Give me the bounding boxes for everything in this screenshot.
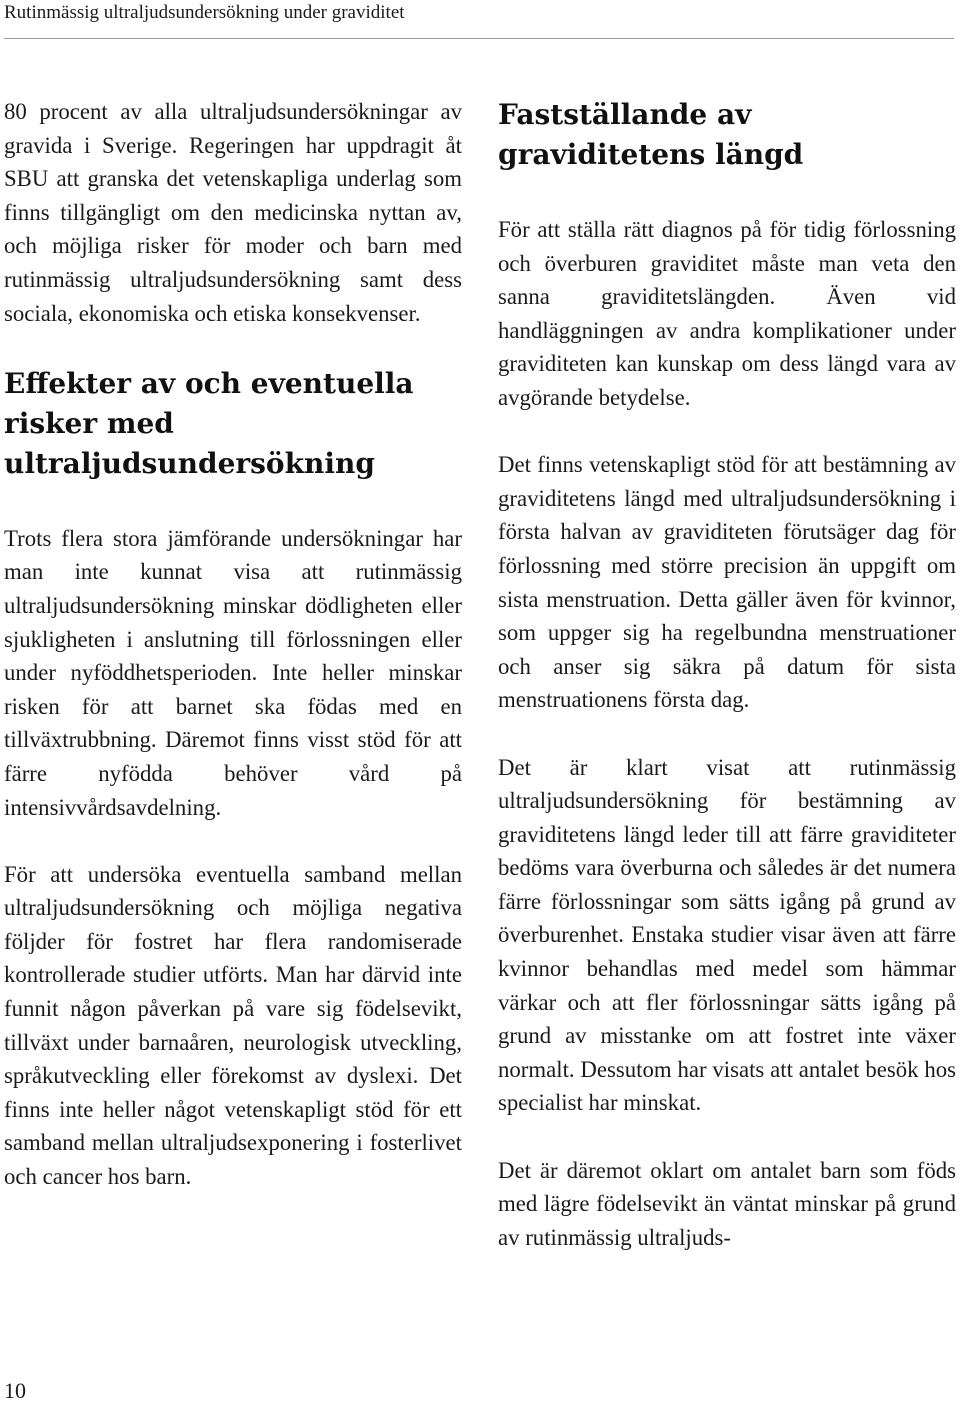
body-paragraph: För att ställa rätt diagnos på för tidig förlossning och överburen graviditet måste man veta den sanna graviditetslängden. Även vid handläggningen av andra komplikationer under graviditeten kan kunskap om dess längd vara av avgörande betydelse. xyxy=(498,217,956,410)
body-paragraph: Det är klart visat att rutinmässig ultraljudsundersökning för bestämning av graviditetens längd leder till att färre graviditeter bedöms vara överburna och således är det numera färre förlossningar som sätts igång på grund av överburenhet. Enstaka studier visar även att färre kvinnor behandlas med medel som hämmar värkar och att fler förlossningar sätts igång på grund av misstanke om att fostret inte växer normalt. Dessutom har visats att antalet besök hos specialist har minskat. xyxy=(498,754,956,1116)
right-column xyxy=(498,95,956,1288)
intro-paragraph: 80 procent av alla ultraljudsundersökningar av gravida i Sverige. Regeringen har uppdragit åt SBU att granska det vetenskapliga underlag som finns tillgängligt om den medicinska nyttan av, och möjliga risker för moder och barn med rutinmässig ultraljudsundersökning samt dess sociala, ekonomiska och etiska konsekvenser. xyxy=(4,99,462,326)
body-paragraph: Det finns vetenskapligt stöd för att bestämning av graviditetens längd med ultraljudsundersökning i första halvan av graviditeten förutsäger dag för förlossning med större precision än uppgift om sista menstruation. Detta gäller även för kvinnor, som uppger sig ha regelbundna menstruationer och anser sig säkra på datum för sista menstruationens första dag. xyxy=(498,452,956,713)
body-paragraph: Trots flera stora jämförande undersökningar har man inte kunnat visa att rutinmässig ultraljudsundersökning minskar dödligheten eller sjukligheten i anslutning till förlossningen eller under nyföddhetsperioden. Inte heller minskar risken för att barnet ska födas med en tillväxtrubbning. Däremot finns visst stöd för att färre nyfödda behöver vård på intensivvårdsavdelning. xyxy=(4,525,462,820)
body-paragraph: Det är däremot oklart om antalet barn som föds med lägre födelsevikt än väntat minskar på grund av rutinmässig ultraljuds- xyxy=(498,1157,956,1250)
section-heading-effects: Effekter av och eventuella risker med ultraljudsundersökning xyxy=(4,366,414,480)
left-column xyxy=(4,95,462,1227)
section-heading-pregnancy-length: Fastställande av graviditetens längd xyxy=(498,98,804,171)
body-paragraph: För att undersöka eventuella samband mellan ultraljudsundersökning och möjliga negativa följder för fostret har flera randomiserade kontrollerade studier utförts. Man har därvid inte funnit någon påverkan på vare sig födelsevikt, tillväxt under barnaåren, neurologisk utveckling, språkutveckling eller förekomst av dyslexi. Det finns inte heller något vetenskapligt stöd för ett samband mellan ultraljudsexponering i fosterlivet och cancer hos barn. xyxy=(4,861,462,1190)
running-head: Rutinmässig ultraljudsundersökning under graviditet xyxy=(4,0,954,39)
page-number: 10 xyxy=(4,1378,26,1403)
